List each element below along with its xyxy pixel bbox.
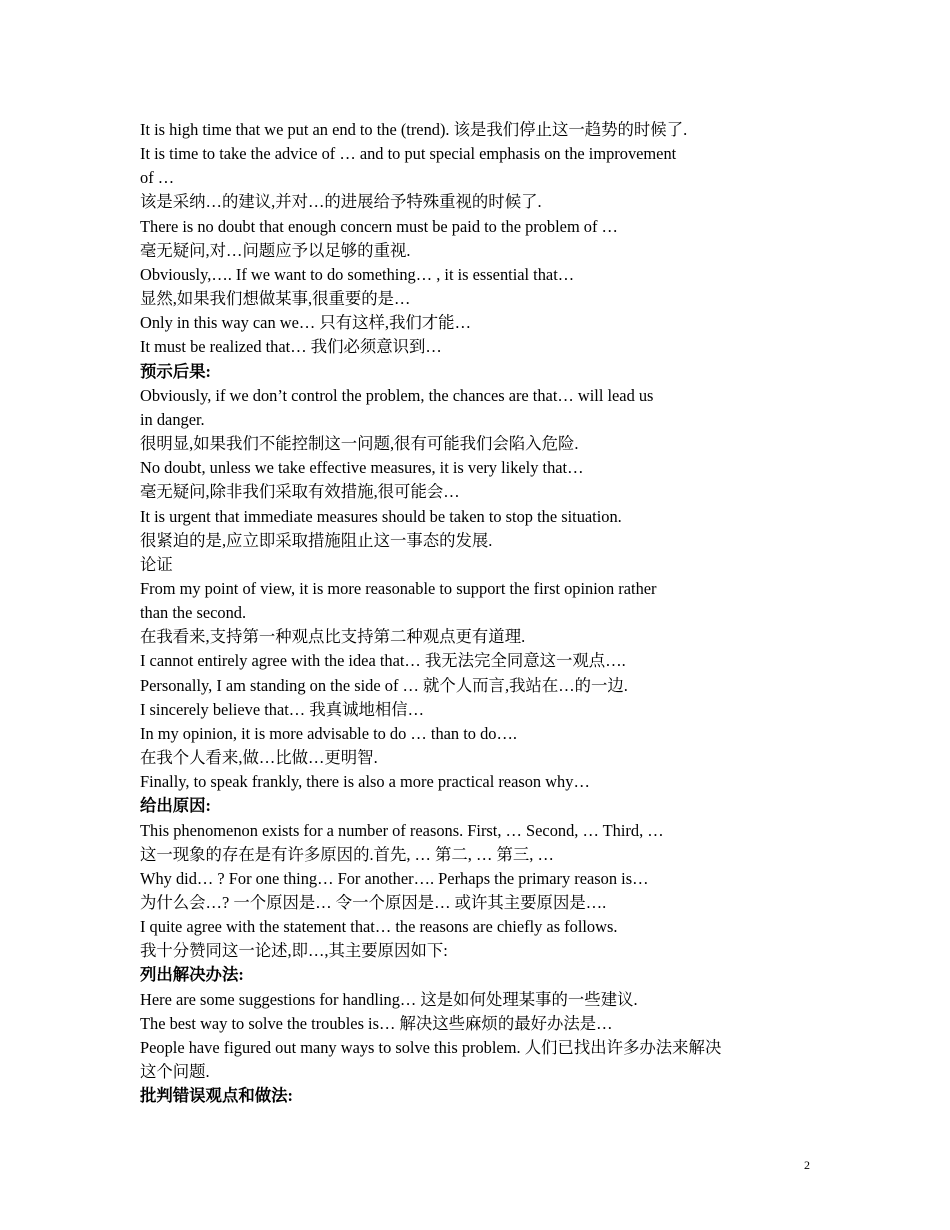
- text-line: Why did… ? For one thing… For another…. Perhaps the primary reason is…: [140, 868, 649, 888]
- text-line: 毫无疑问,除非我们采取有效措施,很可能会…: [140, 482, 460, 502]
- section-heading: 批判错误观点和做法:: [140, 1086, 293, 1106]
- text-line: In my opinion, it is more advisable to do … than to do….: [140, 723, 517, 743]
- text-line: People have figured out many ways to solve this problem. 人们已找出许多办法来解决: [140, 1037, 722, 1057]
- text-line: It is urgent that immediate measures should be taken to stop the situation.: [140, 506, 622, 526]
- text-line: I quite agree with the statement that… the reasons are chiefly as follows.: [140, 917, 618, 937]
- text-line: From my point of view, it is more reasonable to support the first opinion rather: [140, 578, 657, 598]
- text-line: Obviously,…. If we want to do something… , it is essential that…: [140, 264, 575, 284]
- text-line: I cannot entirely agree with the idea that… 我无法完全同意这一观点….: [140, 651, 626, 671]
- text-line: 我十分赞同这一论述,即…,其主要原因如下:: [140, 941, 448, 961]
- text-line: 在我看来,支持第一种观点比支持第二种观点更有道理.: [140, 627, 526, 647]
- text-line: Personally, I am standing on the side of … 就个人而言,我站在…的一边.: [140, 675, 628, 695]
- text-line: The best way to solve the troubles is… 解决这些麻烦的最好办法是…: [140, 1013, 613, 1033]
- text-line: 这个问题.: [140, 1062, 210, 1082]
- text-line: in danger.: [140, 409, 205, 429]
- section-heading: 预示后果:: [140, 361, 212, 381]
- text-line: 显然,如果我们想做某事,很重要的是…: [140, 289, 411, 309]
- text-line: There is no doubt that enough concern must be paid to the problem of …: [140, 216, 618, 236]
- page-number: 2: [804, 1158, 810, 1172]
- text-line: than the second.: [140, 603, 247, 623]
- document-body: [140, 118, 820, 1108]
- text-line: 论证: [140, 554, 173, 574]
- text-line: Only in this way can we… 只有这样,我们才能…: [140, 313, 471, 333]
- text-line: It is time to take the advice of … and to put special emphasis on the improvement: [140, 144, 677, 164]
- text-line: 毫无疑问,对…问题应予以足够的重视.: [140, 240, 411, 260]
- text-line: 这一现象的存在是有许多原因的.首先, … 第二, … 第三, …: [140, 844, 554, 864]
- text-line: 很明显,如果我们不能控制这一问题,很有可能我们会陷入危险.: [140, 434, 579, 454]
- text-line: of …: [140, 168, 175, 188]
- text-line: 在我个人看来,做…比做…更明智.: [140, 748, 378, 768]
- text-line: It is high time that we put an end to the (trend). 该是我们停止这一趋势的时候了.: [140, 120, 688, 139]
- section-heading: 给出原因:: [140, 796, 212, 816]
- text-line: Obviously, if we don’t control the problem, the chances are that… will lead us: [140, 385, 654, 405]
- text-line: Finally, to speak frankly, there is also a more practical reason why…: [140, 772, 590, 792]
- text-line: I sincerely believe that… 我真诚地相信…: [140, 699, 425, 719]
- text-line: 该是采纳…的建议,并对…的进展给予特殊重视的时候了.: [140, 192, 542, 212]
- text-line: 为什么会…? 一个原因是… 令一个原因是… 或许其主要原因是….: [140, 893, 607, 912]
- text-line: Here are some suggestions for handling… 这是如何处理某事的一些建议.: [140, 989, 638, 1009]
- text-line: 很紧迫的是,应立即采取措施阻止这一事态的发展.: [140, 530, 493, 550]
- text-line: It must be realized that… 我们必须意识到…: [140, 337, 442, 357]
- section-heading: 列出解决办法:: [140, 965, 244, 985]
- text-line: This phenomenon exists for a number of reasons. First, … Second, … Third, …: [140, 820, 664, 840]
- text-line: No doubt, unless we take effective measures, it is very likely that…: [140, 458, 584, 478]
